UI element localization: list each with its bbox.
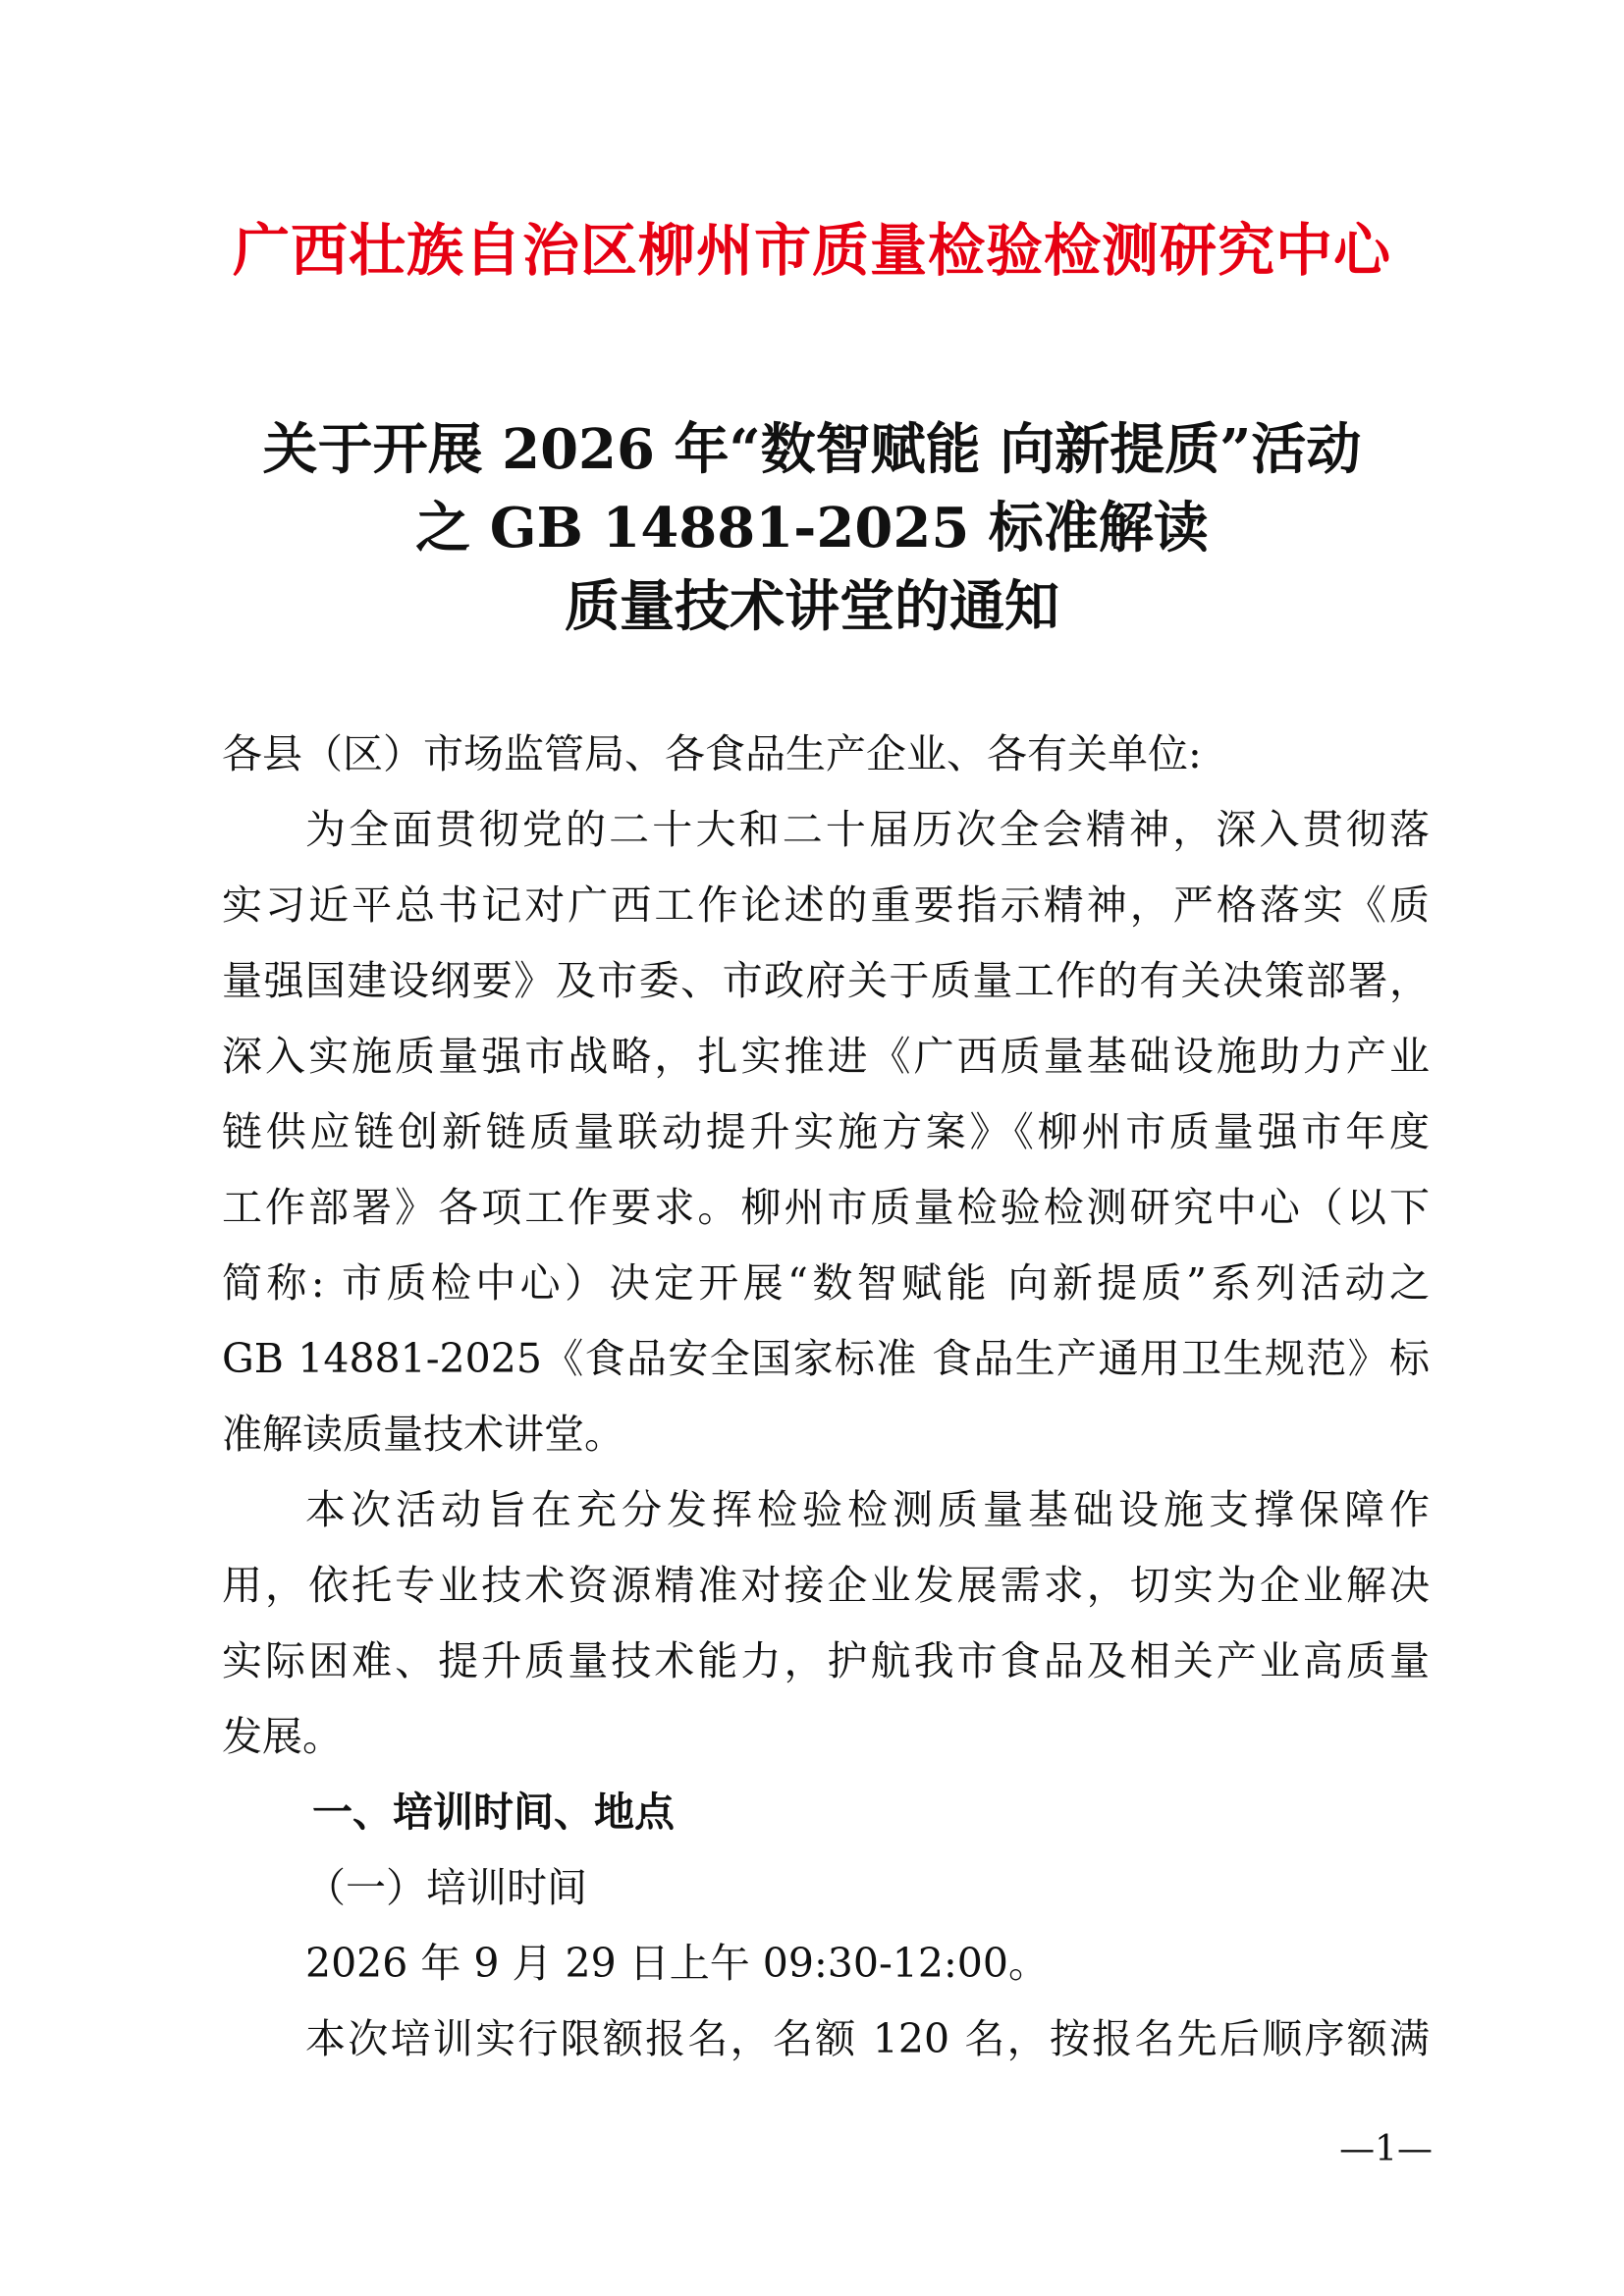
paragraph-1-line-3: 量强国建设纲要》及市委、市政府关于质量工作的有关决策部署， [222,957,1430,1004]
salutation: 各县（区）市场监管局、各食品生产企业、各有关单位: [222,730,1202,777]
organization-header: 广西壮族自治区柳州市质量检验检测研究中心 [232,217,1391,284]
paragraph-2-line-1: 本次活动旨在充分发挥检验检测质量基础设施支撑保障作 [305,1486,1430,1533]
paragraph-2-line-2: 用，依托专业技术资源精准对接企业发展需求，切实为企业解决 [222,1562,1430,1609]
registration-note: 本次培训实行限额报名，名额 120 名，按报名先后顺序额满 [305,2015,1430,2062]
title-line-1: 关于开展 2026 年“数智赋能 向新提质”活动 [262,417,1362,482]
page-number: —1— [1339,2129,1433,2169]
paragraph-1-line-1: 为全面贯彻党的二十大和二十届历次全会精神，深入贯彻落 [305,806,1430,853]
section-heading-1: 一、培训时间、地点 [312,1789,675,1836]
paragraph-1-line-9: 准解读质量技术讲堂。 [222,1411,624,1458]
paragraph-1-line-6: 工作部署》各项工作要求。柳州市质量检验检测研究中心（以下 [222,1184,1430,1231]
paragraph-1-line-5: 链供应链创新链质量联动提升实施方案》《柳州市质量强市年度 [222,1108,1430,1155]
subsection-heading-1: （一）培训时间 [305,1864,587,1911]
paragraph-1-line-7: 简称: 市质检中心）决定开展“数智赋能 向新提质”系列活动之 [222,1259,1430,1307]
paragraph-1-line-8: GB 14881-2025《食品安全国家标准 食品生产通用卫生规范》标 [222,1335,1430,1382]
paragraph-2-line-4: 发展。 [222,1713,343,1760]
training-time: 2026 年 9 月 29 日上午 09:30-12:00。 [305,1940,1049,1987]
title-line-2: 之 GB 14881-2025 标准解读 [415,496,1209,561]
document-title [0,410,1624,646]
paragraph-2-line-3: 实际困难、提升质量技术能力，护航我市食品及相关产业高质量 [222,1637,1430,1684]
title-line-3: 质量技术讲堂的通知 [565,574,1059,639]
paragraph-1-line-4: 深入实施质量强市战略，扎实推进《广西质量基础设施助力产业 [222,1033,1430,1080]
paragraph-1-line-2: 实习近平总书记对广西工作论述的重要指示精神，严格落实《质 [222,881,1430,929]
